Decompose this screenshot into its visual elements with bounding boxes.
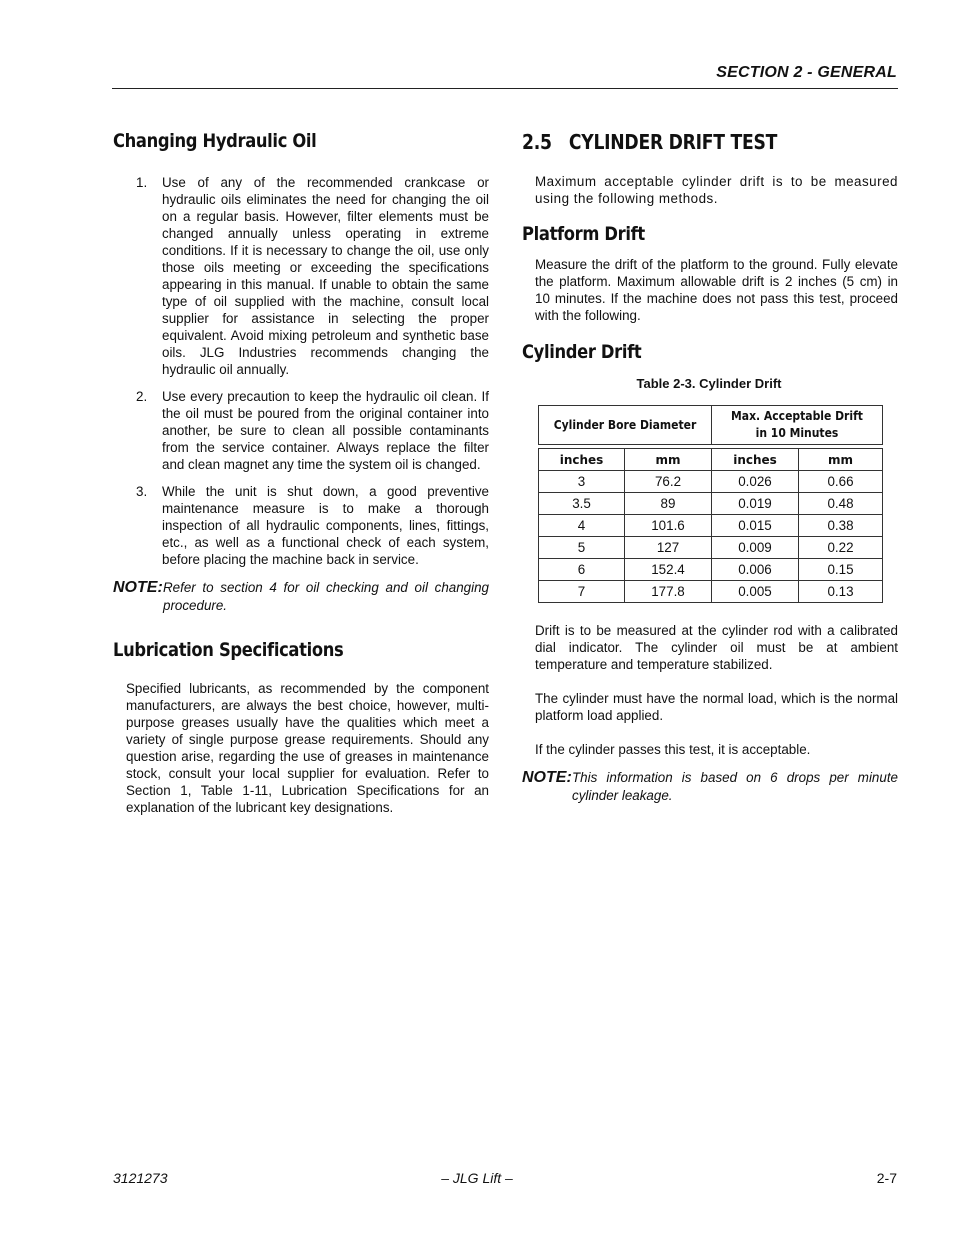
table-cell: 0.026 <box>712 471 799 493</box>
table-row <box>539 581 883 603</box>
table-row <box>539 493 883 515</box>
table-cell: 0.15 <box>799 559 883 581</box>
note-text: This information is based on 6 drops per minute cylinder leakage. <box>572 770 898 803</box>
header-cell-bore <box>539 406 712 445</box>
footer-page-number: 2-7 <box>876 1170 897 1186</box>
table-cell: 89 <box>625 493 712 515</box>
list-item-number: 2. <box>136 389 148 404</box>
table-row <box>539 537 883 559</box>
table-cell: 4 <box>539 515 625 537</box>
hydraulic-oil-steps <box>113 174 489 568</box>
normal-load-text: The cylinder must have the normal load, which is the normal platform load applied. <box>535 691 898 723</box>
list-item-text: Use every precaution to keep the hydraulic oil clean. If the oil must be poured from the original container into another, be sure to clean all possible contaminants from the service container. Always replace the filter and clean magnet any time the system oil is changed. <box>162 389 489 472</box>
list-item-number: 1. <box>136 175 148 190</box>
leakage-note <box>522 769 898 805</box>
note-label: NOTE: <box>522 769 572 786</box>
oil-note <box>113 579 489 615</box>
table-cell: 0.66 <box>799 471 883 493</box>
subheader-cell: inches <box>712 449 799 471</box>
table-cell: 0.48 <box>799 493 883 515</box>
table-header-row <box>539 406 883 445</box>
footer-center-title: – JLG Lift – <box>441 1170 513 1186</box>
table-cell: 0.009 <box>712 537 799 559</box>
table-cell: 3 <box>539 471 625 493</box>
drift-measure-text: Drift is to be measured at the cylinder rod with a calibrated dial indicator. The cylinder oil must be at ambient temperature and temperature stabilized. <box>535 623 898 672</box>
table-cell: 7 <box>539 581 625 603</box>
list-item-text: Use of any of the recommended crankcase or hydraulic oils eliminates the need for changing the oil on a regular basis. However, filter elements must be changed annually unless operating in extreme conditions. If it is necessary to change the oil, use only those oils meeting or exceeding the specifications appearing in this manual. If unable to obtain the same type of oil supplied with the machine, consult local supplier for assistance in selecting the proper equivalent. Avoid mixing petroleum and synthetic base oils. JLG Industries recommends changing the hydraulic oil annually. <box>162 175 489 377</box>
note-label: NOTE: <box>113 579 163 596</box>
cylinder-drift-table <box>538 405 883 603</box>
header-rule <box>112 88 898 89</box>
cylinder-drift-heading: Cylinder Drift <box>522 341 642 363</box>
subheader-cell: mm <box>799 449 883 471</box>
table-cell: 0.006 <box>712 559 799 581</box>
platform-drift-heading: Platform Drift <box>522 223 645 245</box>
header-cell-drift <box>712 406 883 445</box>
table-cell: 127 <box>625 537 712 559</box>
table-cell: 0.13 <box>799 581 883 603</box>
acceptable-text: If the cylinder passes this test, it is acceptable. <box>535 742 811 757</box>
table-cell: 5 <box>539 537 625 559</box>
table-cell: 0.38 <box>799 515 883 537</box>
list-item <box>113 388 489 473</box>
table-row <box>539 515 883 537</box>
platform-drift-text: Measure the drift of the platform to the ground. Fully elevate the platform. Maximum allowable drift is 2 inches (5 cm) in 10 minutes. If the machine does not pass this test, proceed with the following. <box>535 257 898 323</box>
footer-doc-number: 3121273 <box>113 1170 168 1186</box>
table-cell: 152.4 <box>625 559 712 581</box>
header-drift-line2: in 10 Minutes <box>755 426 839 440</box>
intro-text: Maximum acceptable cylinder drift is to be measured using the following methods. <box>535 174 898 206</box>
right-column <box>522 130 898 805</box>
header-bore-label: Cylinder Bore Diameter <box>553 418 697 432</box>
table-row <box>539 559 883 581</box>
left-column <box>113 130 489 816</box>
table-cell: 177.8 <box>625 581 712 603</box>
section-heading: 2.5 CYLINDER DRIFT TEST <box>522 130 778 154</box>
table-row <box>539 471 883 493</box>
section-header-title: SECTION 2 - GENERAL <box>716 64 897 81</box>
lubrication-heading: Lubrication Specifications <box>113 639 344 661</box>
hydraulic-oil-heading: Changing Hydraulic Oil <box>113 130 317 152</box>
header-drift-line1: Max. Acceptable Drift <box>731 409 863 423</box>
lubrication-text: Specified lubricants, as recommended by the component manufacturers, are always the best choice, however, multi-purpose greases usually have the qualities which meet a variety of single purpose grease requirements. Should any question arise, regarding the use of greases in maintenance stock, consult your local supplier for evaluation. Refer to Section 1, Table 1-11, Lubrication Specifications for an explanation of the lubricant key designations. <box>126 681 489 815</box>
list-item <box>113 483 489 568</box>
table-title: Table 2-3. Cylinder Drift <box>636 376 782 391</box>
table-cell: 0.015 <box>712 515 799 537</box>
list-item-number: 3. <box>136 484 148 499</box>
subheader-cell: inches <box>539 449 625 471</box>
table-cell: 0.019 <box>712 493 799 515</box>
list-item-text: While the unit is shut down, a good preventive maintenance measure is to make a thorough inspection of all hydraulic components, lines, fittings, etc., as well as a functional check of each system, before placing the machine back in service. <box>162 484 489 567</box>
header-drift-label <box>721 406 874 444</box>
table-cell: 3.5 <box>539 493 625 515</box>
table-cell: 76.2 <box>625 471 712 493</box>
table-cell: 6 <box>539 559 625 581</box>
note-text: Refer to section 4 for oil checking and oil changing procedure. <box>163 580 489 613</box>
table-cell: 0.22 <box>799 537 883 559</box>
list-item <box>113 174 489 378</box>
table-subheader-row <box>539 449 883 471</box>
table-cell: 101.6 <box>625 515 712 537</box>
subheader-cell: mm <box>625 449 712 471</box>
table-cell: 0.005 <box>712 581 799 603</box>
